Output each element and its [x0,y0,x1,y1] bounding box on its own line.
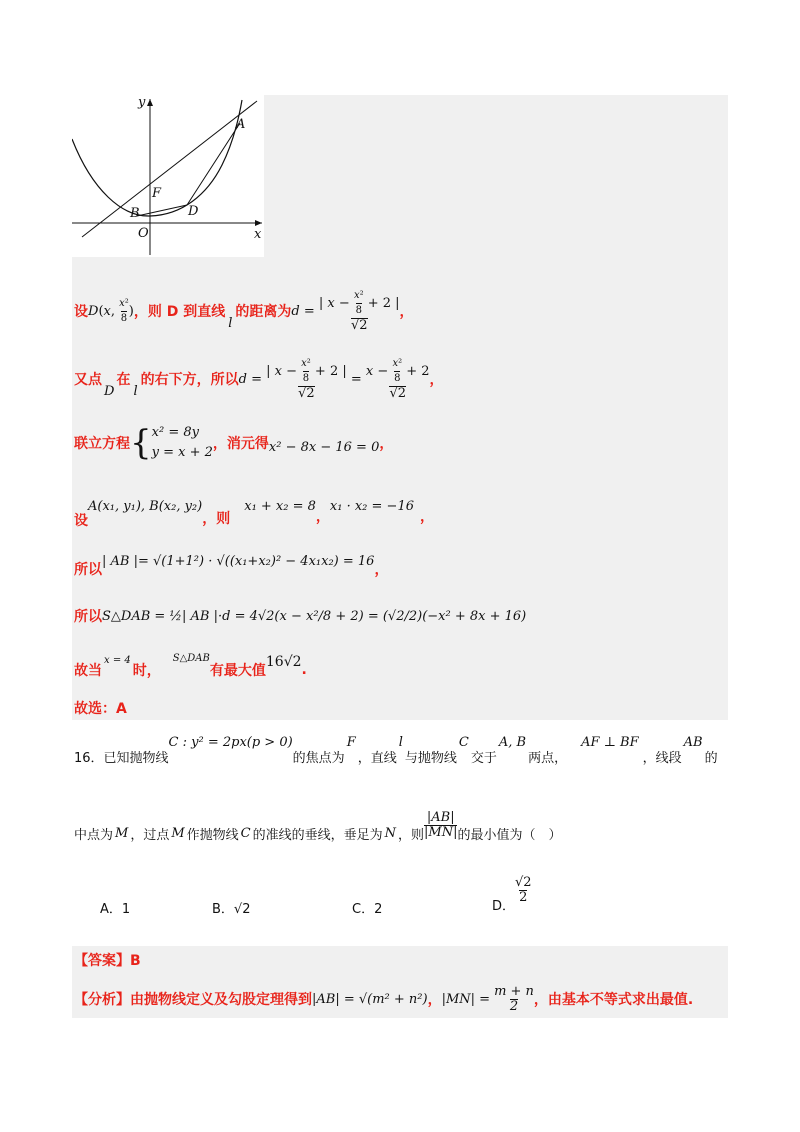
label-O: O [138,226,149,241]
solution-line-7: 故当 x = 4 时， S△DAB 有最大值 16√2 . [74,652,307,679]
label-F: F [152,186,162,201]
solution-line-3: 联立方程 { x² = 8y y = x + 2 ，消元得 x² − 8x − 16 = 0 ， [74,423,394,463]
equation-system: { x² = 8y y = x + 2 [130,423,213,463]
answer-label: 【答案】B [74,953,141,969]
solution-line-5: 所以 | AB |= √(1+1²) · √((x₁+x₂)² − 4x₁x₂) = 16 ， [74,553,389,578]
option-b[interactable]: B．√2 [212,902,251,917]
label-x: x [254,227,262,242]
label-A: A [236,117,246,132]
label-y: y [138,95,146,110]
label-B: B [130,206,140,221]
solution-line-4: 设 A(x₁, y₁), B(x₂, y₂) ，则 x₁ + x₂ = 8 ， x₁ · x₂ = −16 ， [74,498,434,529]
ab-over-mn-fraction: $\frac{|AB|}{|MN|}$ [424,809,458,840]
option-d[interactable]: D． $\frac{√2}{2}$ [492,875,532,914]
point-D-expr: D ( x , $\frac{\text{x²}}{8}$ ) [88,297,134,324]
option-a[interactable]: A．1 [100,902,131,917]
distance-formula-2: d = | x − $\frac{\text{x²}}{8}$ + 2 | √2 = x − $\frac{\text{x²}}{8}$ + 2 √2 [238,358,430,401]
question-16-line-1: 16．已知抛物线 C : y² = 2px(p > 0) 的焦点为 F ，直线 l 与抛物线 C 交于 A, B 两点， AF ⊥ BF ，线段 AB 的 [74,734,718,766]
solution-line-6: 所以 S△DAB = ½| AB |·d = 4√2(x − x²/8 + 2) = (√2/2)(−x² + 8x + 16) [74,608,527,625]
mn-fraction: $\frac{m + n}{2}$ [494,983,534,1014]
solution-line-1: 设 D ( x , $\frac{\text{x²}}{8}$ ) ，则 D 到直线 l 的距离为 d = | x − $\frac{\text{x²}}{8}$ + 2 | √2 ， [74,290,414,333]
option-d-fraction: $\frac{√2}{2}$ [515,875,532,905]
option-c[interactable]: C．2 [352,902,383,917]
label-D: D [188,204,199,219]
solution-answer: 故选：A [74,701,127,717]
analysis-line: 【分析】由抛物线定义及勾股定理得到 |AB| = √(m² + n²) ， |MN| = $\frac{m + n}{2}$ ，由基本不等式求出最值. [74,983,694,1014]
parabola-figure [72,95,264,257]
distance-formula: d = | x − $\frac{\text{x²}}{8}$ + 2 | √2 [291,290,400,333]
solution-line-2: 又点 D 在 l 的右下方，所以 d = | x − $\frac{\text{x²}}{8}$ + 2 | √2 = x − $\frac{\text{x²}}{8}$ + 2 √2 ， [74,358,444,401]
question-16-line-2: 中点为 M ，过点 M 作抛物线 C 的准线的垂线，垂足为 N ，则 $\frac{|AB|}{|MN|}$ 的最小值为（ ） [74,809,562,843]
